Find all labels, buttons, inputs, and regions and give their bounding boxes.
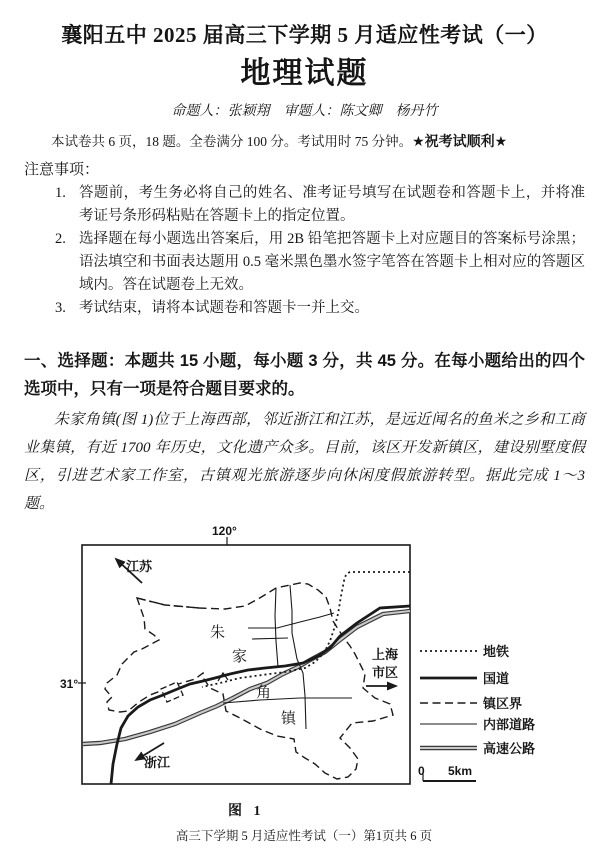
- town-name-char: 家: [232, 649, 248, 665]
- note-number: 1.: [55, 185, 66, 201]
- scale-bar: [418, 764, 476, 781]
- latitude-label: 31°: [60, 677, 79, 691]
- legend-label-expressway: 高速公路: [483, 741, 536, 756]
- figure-map: [0, 521, 608, 823]
- town-boundary-line: [105, 583, 393, 779]
- exam-info-line: [24, 131, 585, 152]
- scale-start-label: 0: [418, 764, 425, 778]
- figure-caption: 图 1: [228, 804, 265, 819]
- shanghai-label-line1: 上海: [372, 647, 399, 662]
- scale-end-label: 5km: [448, 764, 473, 778]
- town-name-char: 角: [256, 685, 272, 701]
- section-header: 一、选择题：本题共 15 小题，每小题 3 分，共 45 分。在每小题给出的四个选项中，只有一项是符合题目要求的。: [24, 352, 585, 398]
- notes-heading: 注意事项：: [24, 162, 100, 178]
- note-item: [24, 182, 585, 228]
- shanghai-label-line2: 市区: [372, 665, 399, 680]
- legend-label-national-road: 国道: [483, 671, 510, 686]
- exam-wish-text: ★祝考试顺利★: [412, 133, 508, 149]
- page-title: 襄阳五中 2025 届高三下学期 5 月适应性考试（一）: [61, 23, 548, 47]
- subject-title: 地理试题: [240, 57, 369, 90]
- internal-road-line: [248, 613, 334, 628]
- legend-label-internal-road: 内部道路: [483, 717, 536, 732]
- longitude-label: 120°: [212, 524, 237, 538]
- internal-road-line: [223, 698, 352, 703]
- internal-road-line: [290, 585, 306, 729]
- page-footer: 高三下学期 5 月适应性考试（一）第1页共 6 页: [175, 829, 433, 843]
- zhejiang-label: 浙江: [144, 755, 171, 770]
- exam-info-text: 本试卷共 6 页，18 题。全卷满分 100 分。考试用时 75 分钟。: [51, 134, 413, 149]
- question-passage: 朱家角镇(图 1)位于上海西部，邻近浙江和江苏，是远近闻名的鱼米之乡和工商业集镇，有近 1700 年历史，文化遗产众多。目前，该区开发新镇区，建设别墅度假区，引进艺术家工作室，古镇观光旅游逐步向休闲度假旅游转型。据此完成 1～3 题。: [24, 412, 585, 512]
- legend-label-town-boundary: 镇区界: [483, 696, 523, 711]
- note-number: 2.: [55, 231, 66, 247]
- jiangsu-label: 江苏: [126, 559, 153, 574]
- town-name-char: 镇: [281, 711, 297, 727]
- note-text: 答题前，考生务必将自己的姓名、准考证号填写在试题卷和答题卡上，并将准考证号条形码粘贴在答题卡上的指定位置。: [79, 185, 585, 224]
- authors-line: 命题人：张颖翔 审题人：陈文卿 杨丹竹: [171, 104, 438, 119]
- legend-label-metro: 地铁: [483, 644, 510, 659]
- note-item: [24, 228, 585, 297]
- note-text: 考试结束，请将本试题卷和答题卡一并上交。: [79, 300, 369, 316]
- internal-road-line: [252, 638, 288, 639]
- map-legend: [418, 644, 535, 781]
- note-text: 选择题在每小题选出答案后，用 2B 铅笔把答题卡上对应题目的答案标号涂黑；语法填空和书面表达题用 0.5 毫米黑色墨水签字笔答在答题卡上相对应的答题区域内。答在试题卷上无效。: [79, 231, 585, 293]
- note-number: 3.: [55, 300, 66, 316]
- town-name-char: 朱: [210, 625, 226, 641]
- note-item: [24, 297, 585, 320]
